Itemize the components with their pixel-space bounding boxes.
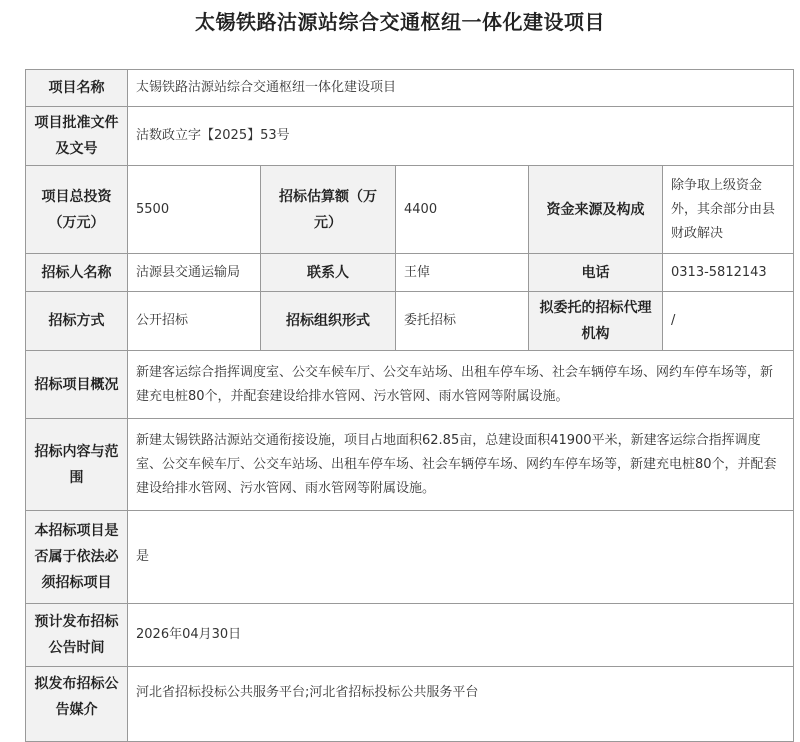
table-row <box>26 107 794 166</box>
overview-value: 新建客运综合指挥调度室、公交车候车厅、公交车站场、出租车停车场、社会车辆停车场、网约车停车场等，新建充电桩80个，并配套建设给排水管网、污水管网、雨水管网等附属设施。 <box>128 351 794 419</box>
total-investment-value: 5500 <box>128 166 261 254</box>
bid-org-form-value: 委托招标 <box>396 292 529 351</box>
legal-required-value: 是 <box>128 511 794 604</box>
bid-method-value: 公开招标 <box>128 292 261 351</box>
phone-value: 0313-5812143 <box>663 254 794 292</box>
approval-doc-label: 项目批准文件及文号 <box>26 107 128 166</box>
scope-label: 招标内容与范围 <box>26 419 128 511</box>
legal-required-label: 本招标项目是否属于依法必须招标项目 <box>26 511 128 604</box>
page-title: 太锡铁路沽源站综合交通枢纽一体化建设项目 <box>195 10 605 34</box>
bid-method-label: 招标方式 <box>26 292 128 351</box>
scope-value: 新建太锡铁路沽源站交通衔接设施，项目占地面积62.85亩，总建设面积41900平米，新建客运综合指挥调度室、公交车候车厅、公交车站场、出租车停车场、社会车辆停车场、网约车停车场等，新建充电桩80个，并配套建设给排水管网、污水管网、雨水管网等附属设施。 <box>128 419 794 511</box>
bid-org-form-label: 招标组织形式 <box>261 292 396 351</box>
table-row <box>26 511 794 604</box>
table-row <box>26 166 794 254</box>
agency-label: 拟委托的招标代理机构 <box>529 292 663 351</box>
table-row <box>26 604 794 667</box>
fund-source-value: 除争取上级资金外，其余部分由县财政解决 <box>663 166 794 254</box>
contact-value: 王倬 <box>396 254 529 292</box>
total-investment-label: 项目总投资（万元） <box>26 166 128 254</box>
contact-label: 联系人 <box>261 254 396 292</box>
project-name-value: 太锡铁路沽源站综合交通枢纽一体化建设项目 <box>128 70 794 107</box>
table-row <box>26 667 794 742</box>
fund-source-label: 资金来源及构成 <box>529 166 663 254</box>
tenderer-label: 招标人名称 <box>26 254 128 292</box>
publish-time-value: 2026年04月30日 <box>128 604 794 667</box>
table-row <box>26 419 794 511</box>
overview-label: 招标项目概况 <box>26 351 128 419</box>
phone-label: 电话 <box>529 254 663 292</box>
tenderer-value: 沽源县交通运输局 <box>128 254 261 292</box>
table-row <box>26 254 794 292</box>
project-info-table <box>25 69 794 742</box>
table-row <box>26 351 794 419</box>
approval-doc-value: 沽数政立字【2025】53号 <box>128 107 794 166</box>
project-name-label: 项目名称 <box>26 70 128 107</box>
publish-media-value: 河北省招标投标公共服务平台;河北省招标投标公共服务平台 <box>128 667 794 742</box>
bid-estimate-value: 4400 <box>396 166 529 254</box>
table-row <box>26 70 794 107</box>
publish-time-label: 预计发布招标公告时间 <box>26 604 128 667</box>
publish-media-label: 拟发布招标公告媒介 <box>26 667 128 742</box>
bid-estimate-label: 招标估算额（万元） <box>261 166 396 254</box>
table-row <box>26 292 794 351</box>
agency-value: / <box>663 292 794 351</box>
